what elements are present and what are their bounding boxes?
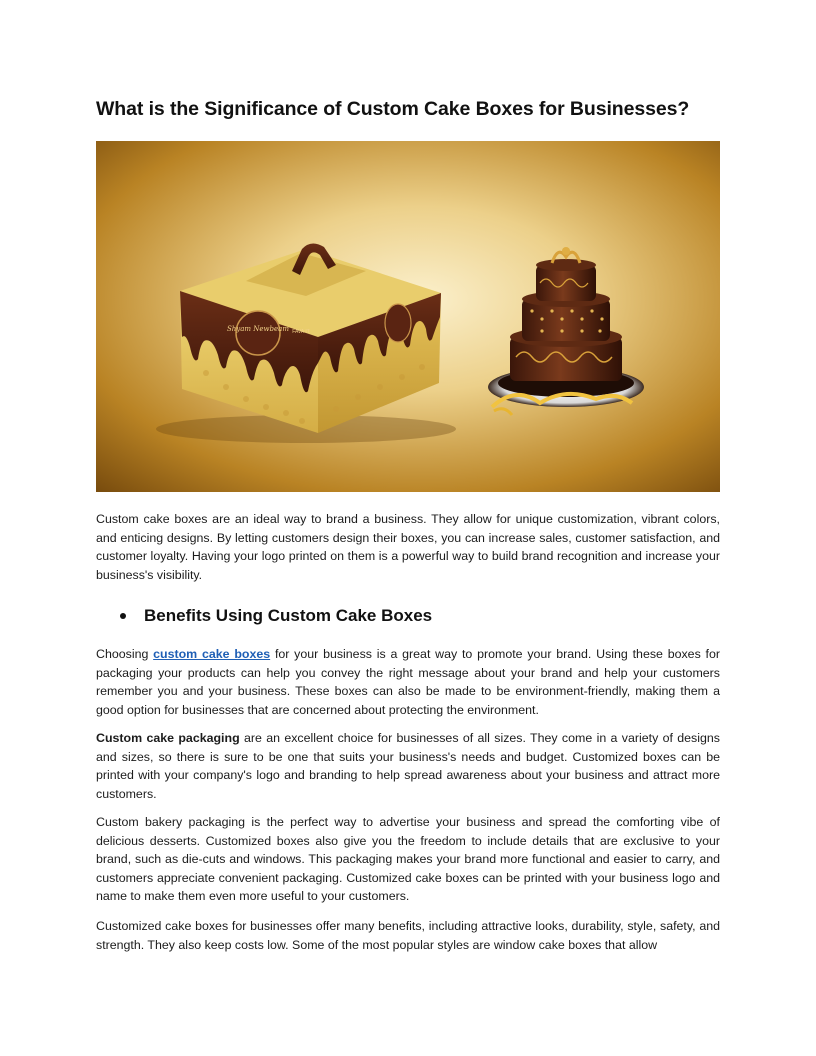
benefits-heading: Benefits Using Custom Cake Boxes: [144, 606, 433, 625]
para3-body: are an excellent choice for businesses of all sizes. They come in a variety of designs and sizes, so there is sure to be one that suits your business's needs and budget. Customized boxes can be printed with your company's logo and branding to help spread awareness about your business and attract more customers.: [96, 731, 720, 801]
page-title: What is the Significance of Custom Cake Boxes for Businesses?: [96, 98, 690, 120]
box-logo: [236, 311, 280, 355]
custom-cake-boxes-link[interactable]: custom cake boxes: [153, 647, 271, 661]
paragraph-packaging: [96, 729, 720, 803]
bullet-icon: [120, 613, 126, 619]
para2-lead: Choosing: [96, 647, 154, 661]
para2-body: for your business is a great way to promote your brand. Using these boxes for packaging your products can help you convey the right message about your brand and help your customers remember you and your business. These boxes can also be made to be environment-friendly, making them a good option for businesses that are concerned about protecting the environment.: [96, 647, 721, 717]
paragraph-choosing: [96, 645, 720, 719]
benefits-heading-item: [120, 604, 720, 628]
hero-image: [96, 141, 720, 492]
cake-box-illustration: [96, 141, 720, 492]
paragraph-benefits: Customized cake boxes for businesses offer many benefits, including attractive looks, durability, style, safety, and strength. They also keep costs low. Some of the most popular styles are window cake boxes that allow: [96, 919, 720, 952]
intro-paragraph: Custom cake boxes are an ideal way to brand a business. They allow for unique customization, vibrant colors, and enticing designs. By letting customers design their boxes, you can increase sales, customer satisfaction, and customer loyalty. Having your logo printed on them is a powerful way to build brand recognition and increase your business's visibility.: [96, 512, 720, 582]
paragraph-bakery: Custom bakery packaging is the perfect way to advertise your business and spread the comforting vibe of delicious desserts. Customized boxes also give you the freedom to include details that are exclusive to your brand, such as die-cuts and windows. This packaging makes your brand more functional and easier to carry, and customers appreciate convenient packaging. Customized cake boxes can be printed with your business logo and name to make them even more useful to your customers.: [96, 815, 720, 904]
para3-bold: Custom cake packaging: [96, 731, 240, 745]
svg-text:FAVA IT: FAVA IT: [292, 329, 310, 335]
svg-text:Shyam Newbeam: Shyam Newbeam: [227, 325, 289, 333]
